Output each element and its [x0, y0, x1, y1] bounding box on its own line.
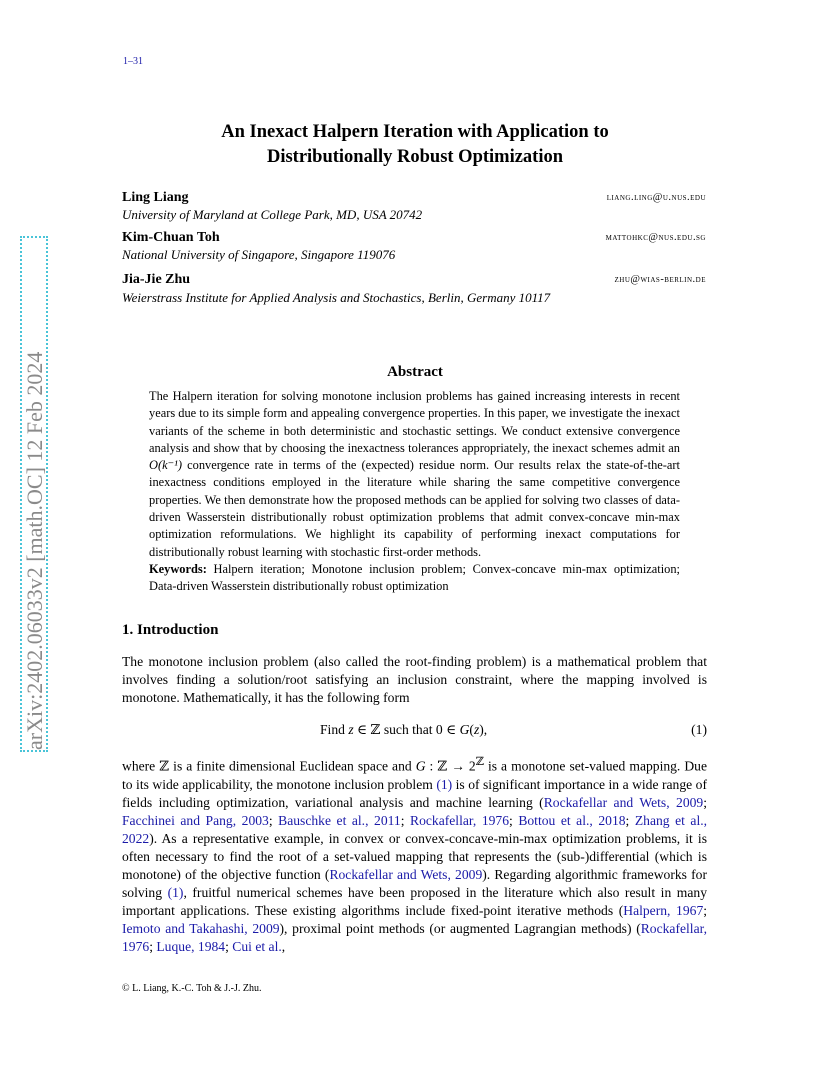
citation-link[interactable]: Zhang et al., 2022: [122, 812, 708, 846]
p2-text-5: ). As a representative example, in convex or convex-concave-min-max optimization problems, it is often necessary to find the root of a set-valued mapping that represents the (sub-)differential (which is monotone) of the objective function (: [122, 830, 707, 883]
p2-text-7: , fruitful numerical schemes have been proposed in the literature which also result in many important applications. These existing algorithms include fixed-point iterative methods (: [122, 885, 707, 919]
paper-title: [120, 120, 710, 170]
intro-paragraph-1: [122, 653, 707, 707]
keywords-text: Halpern iteration; Monotone inclusion problem; Convex-concave min-max optimization; Data-driven Wasserstein distributionally robust optimization: [149, 561, 680, 594]
equation-paren-open: (: [469, 722, 474, 737]
p2-var-G: G: [415, 758, 426, 774]
equation-paren-close: ),: [479, 722, 488, 737]
author-email-1: liang.ling@u.nus.edu: [606, 192, 706, 203]
citation-link[interactable]: Facchinei and Pang, 2003: [122, 812, 269, 828]
author-affiliation-3: Weierstrass Institute for Applied Analysis and Stochastics, Berlin, Germany 10117: [122, 290, 551, 305]
equation-1-number: (1): [691, 722, 707, 737]
p2-text-9: ,: [281, 939, 286, 955]
p2-text-3: is a monotone set-valued mapping. Due to its wide applicability, the monotone inclusion problem: [122, 758, 707, 792]
page-range[interactable]: 1–31: [123, 56, 143, 67]
abstract-text-2: convergence rate in terms of the (expected) residue norm. Our results relax the state-of-the-art inexactness conditions employed in the literature while sharing the same competitive convergence properties. We then demonstrate how the proposed methods can be applied for solving two classes of data-driven Wasserstein distributionally robust optimization problems that admit convex-concave min-max optimization reformulations. We highlight its capability of performing inexact computations for distributionally robust learning with stochastic first-order methods.: [149, 458, 680, 559]
citation-link[interactable]: Halpern, 1967: [623, 903, 704, 919]
intro-paragraph-1-text: The monotone inclusion problem (also called the root-finding problem) is a mathematical problem that involves finding a solution/root satisfying an inclusion constraint, where the mapping involved is monotone. Mathematically, it has the following form: [122, 654, 707, 706]
equation-1-body: [320, 722, 487, 738]
arxiv-stamp: [24, 238, 46, 750]
author-email-3: zhu@wias-berlin.de: [614, 274, 706, 285]
intro-paragraph-2-text: where ℤ is a finite dimensional Euclidean space and G : ℤ → $2^ℤ$ is a monotone set-valued mapping. Due to its wide applicability, the monotone inclusion problem (1) is of significant importance in a wide range of fields including optimization, variational analysis and machine learning (Rockafellar and Wets, 2009; Facchinei and Pang, 2003; Bauschke et al., 2011; Rockafellar, 1976; Bottou et al., 2018; Zhang et al., 2022). As a representative example, in convex or convex-concave-min-max optimization problems, it is often necessary to find the root of a set-valued mapping that represents the (sub-)differential (which is monotone) of the objective function (Rockafellar and Wets, 2009). Regarding algorithmic frameworks for solving (1), fruitful numerical schemes have been proposed in the literature which also result in many important applications. These existing algorithms include fixed-point iterative methods (Halpern, 1967; Iemoto and Takahashi, 2009), proximal point methods (or augmented Lagrangian methods) (Rockafellar, 1976; Luque, 1984; Cui et al.,: [122, 756, 708, 955]
p2-text-2: : ℤ → 2: [425, 758, 476, 774]
abstract-body: [149, 388, 680, 596]
title-line-2: Distributionally Robust Optimization: [266, 147, 564, 167]
keywords: [149, 561, 680, 596]
author-name-2: Kim-Chuan Toh: [122, 230, 220, 245]
author-affiliation-1: University of Maryland at College Park, MD, USA 20742: [122, 207, 423, 222]
equation-find: Find: [320, 722, 345, 737]
arxiv-stamp-text: arXiv:2402.06033v2 [math.OC] 12 Feb 2024: [22, 351, 47, 750]
abstract-heading: Abstract: [387, 364, 443, 380]
eq-ref-link[interactable]: (1): [167, 885, 184, 901]
p2-sup: ℤ: [475, 756, 484, 768]
title-line-1: An Inexact Halpern Iteration with Application to: [221, 122, 609, 142]
author-name-3: Jia-Jie Zhu: [122, 272, 191, 287]
citation-link[interactable]: Iemoto and Takahashi, 2009: [122, 921, 280, 937]
intro-paragraph-2: [122, 753, 707, 957]
author-name-1: Ling Liang: [122, 190, 189, 205]
p2-text-6: ). Regarding algorithmic frameworks for solving: [122, 867, 707, 901]
equation-var-z: z: [348, 722, 354, 737]
equation-var-z2: z: [473, 722, 480, 737]
author-email-2: mattohkc@nus.edu.sg: [605, 232, 706, 243]
abstract-text-1: The Halpern iteration for solving monotone inclusion problems has gained increasing interests in recent years due to its simple form and appealing convergence properties. In this paper, we investigate the inexact variants of the scheme in both deterministic and stochastic settings. We conduct extensive convergence analysis and show that by choosing the inexactness tolerances appropriately, the inexact schemes admit an: [149, 389, 680, 455]
citation-link[interactable]: Rockafellar, 1976: [122, 921, 707, 955]
p2-text-4: is of significant importance in a wide range of fields including optimization, variational analysis and machine learning (: [122, 776, 707, 810]
section-heading-introduction: 1. Introduction: [122, 622, 219, 638]
abstract-math-rate: O(k⁻¹): [149, 458, 182, 473]
eq-ref-link[interactable]: (1): [436, 776, 453, 792]
keywords-label: Keywords:: [149, 561, 207, 576]
citation-link[interactable]: Luque, 1984: [156, 939, 226, 955]
footer-copyright: © L. Liang, K.-C. Toh & J.-J. Zhu.: [122, 983, 262, 994]
p2-text-1: where ℤ is a finite dimensional Euclidean space and: [122, 758, 416, 774]
citation-link[interactable]: Bauschke et al., 2011: [278, 812, 401, 828]
equation-var-G: G: [459, 722, 470, 737]
citation-link[interactable]: Rockafellar, 1976: [410, 812, 509, 828]
author-affiliation-2: National University of Singapore, Singapore 119076: [122, 247, 396, 262]
citation-link[interactable]: Cui et al.: [232, 939, 282, 955]
citation-link[interactable]: Rockafellar and Wets, 2009: [329, 867, 483, 883]
citation-link[interactable]: Bottou et al., 2018: [518, 812, 626, 828]
abstract-paragraph: [149, 388, 680, 561]
equation-text: ∈ ℤ such that 0 ∈: [353, 722, 460, 737]
citation-link[interactable]: Rockafellar and Wets, 2009: [543, 794, 704, 810]
p2-text-8: ), proximal point methods (or augmented Lagrangian methods) (: [279, 921, 641, 937]
